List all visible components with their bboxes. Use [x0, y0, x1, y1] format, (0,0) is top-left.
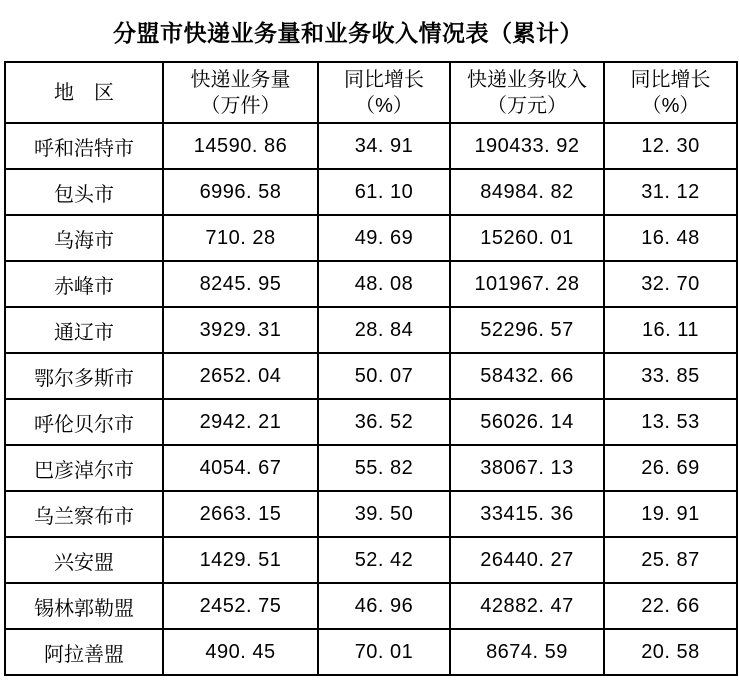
table-row	[5, 399, 737, 445]
revenue-yoy-cell: 16. 48	[604, 215, 737, 261]
table-row	[5, 583, 737, 629]
revenue-yoy-cell: 25. 87	[604, 537, 737, 583]
volume-cell: 2652. 04	[163, 353, 318, 399]
revenue-yoy-cell: 26. 69	[604, 445, 737, 491]
region-cell: 乌海市	[5, 215, 163, 261]
volume-cell: 4054. 67	[163, 445, 318, 491]
header-volume-yoy-label: 同比增长	[344, 68, 424, 91]
revenue-cell: 58432. 66	[450, 353, 604, 399]
header-row	[5, 62, 737, 123]
header-volume-label: 快递业务量	[190, 68, 291, 91]
volume-cell: 8245. 95	[163, 261, 318, 307]
region-cell: 巴彦淖尔市	[5, 445, 163, 491]
header-volume	[163, 62, 318, 123]
revenue-cell: 56026. 14	[450, 399, 604, 445]
volume-cell: 490. 45	[163, 629, 318, 675]
table-row	[5, 123, 737, 169]
region-cell: 鄂尔多斯市	[5, 353, 163, 399]
header-region-label: 地 区	[54, 81, 114, 104]
header-volume-yoy-unit: （%）	[355, 94, 413, 117]
volume-cell: 2942. 21	[163, 399, 318, 445]
volume-yoy-cell: 34. 91	[318, 123, 450, 169]
revenue-cell: 52296. 57	[450, 307, 604, 353]
region-cell: 呼和浩特市	[5, 123, 163, 169]
table-row	[5, 537, 737, 583]
table-row	[5, 353, 737, 399]
revenue-cell: 190433. 92	[450, 123, 604, 169]
header-revenue-yoy-label: 同比增长	[630, 68, 711, 91]
table-row	[5, 261, 737, 307]
header-revenue-unit: （万元）	[487, 94, 567, 117]
header-revenue	[450, 62, 604, 123]
header-region	[5, 62, 163, 123]
volume-yoy-cell: 49. 69	[318, 215, 450, 261]
revenue-yoy-cell: 13. 53	[604, 399, 737, 445]
region-cell: 呼伦贝尔市	[5, 399, 163, 445]
revenue-yoy-cell: 19. 91	[604, 491, 737, 537]
header-revenue-label: 快递业务收入	[467, 68, 587, 91]
region-cell: 兴安盟	[5, 537, 163, 583]
volume-yoy-cell: 50. 07	[318, 353, 450, 399]
region-cell: 阿拉善盟	[5, 629, 163, 675]
header-volume-unit: （万件）	[200, 94, 281, 117]
volume-cell: 14590. 86	[163, 123, 318, 169]
stats-table	[4, 61, 738, 676]
region-cell: 包头市	[5, 169, 163, 215]
volume-yoy-cell: 70. 01	[318, 629, 450, 675]
table-row	[5, 215, 737, 261]
volume-yoy-cell: 28. 84	[318, 307, 450, 353]
header-revenue-yoy	[604, 62, 737, 123]
header-volume-yoy	[318, 62, 450, 123]
revenue-cell: 33415. 36	[450, 491, 604, 537]
revenue-yoy-cell: 12. 30	[604, 123, 737, 169]
revenue-cell: 42882. 47	[450, 583, 604, 629]
revenue-yoy-cell: 20. 58	[604, 629, 737, 675]
header-revenue-yoy-unit: （%）	[641, 94, 700, 117]
volume-yoy-cell: 55. 82	[318, 445, 450, 491]
revenue-yoy-cell: 32. 70	[604, 261, 737, 307]
region-cell: 锡林郭勒盟	[5, 583, 163, 629]
page-title: 分盟市快递业务量和业务收入情况表（累计）	[113, 20, 583, 46]
region-cell: 通辽市	[5, 307, 163, 353]
revenue-cell: 26440. 27	[450, 537, 604, 583]
revenue-yoy-cell: 16. 11	[604, 307, 737, 353]
table-row	[5, 307, 737, 353]
revenue-cell: 101967. 28	[450, 261, 604, 307]
volume-cell: 1429. 51	[163, 537, 318, 583]
volume-yoy-cell: 39. 50	[318, 491, 450, 537]
revenue-cell: 84984. 82	[450, 169, 604, 215]
table-row	[5, 169, 737, 215]
table-row	[5, 629, 737, 675]
volume-cell: 2452. 75	[163, 583, 318, 629]
volume-yoy-cell: 61. 10	[318, 169, 450, 215]
table-row	[5, 445, 737, 491]
volume-cell: 2663. 15	[163, 491, 318, 537]
region-cell: 乌兰察布市	[5, 491, 163, 537]
volume-yoy-cell: 46. 96	[318, 583, 450, 629]
revenue-cell: 15260. 01	[450, 215, 604, 261]
revenue-yoy-cell: 31. 12	[604, 169, 737, 215]
revenue-cell: 38067. 13	[450, 445, 604, 491]
region-cell: 赤峰市	[5, 261, 163, 307]
revenue-cell: 8674. 59	[450, 629, 604, 675]
volume-yoy-cell: 48. 08	[318, 261, 450, 307]
revenue-yoy-cell: 22. 66	[604, 583, 737, 629]
volume-yoy-cell: 52. 42	[318, 537, 450, 583]
volume-cell: 710. 28	[163, 215, 318, 261]
volume-cell: 3929. 31	[163, 307, 318, 353]
revenue-yoy-cell: 33. 85	[604, 353, 737, 399]
table-row	[5, 491, 737, 537]
volume-yoy-cell: 36. 52	[318, 399, 450, 445]
volume-cell: 6996. 58	[163, 169, 318, 215]
